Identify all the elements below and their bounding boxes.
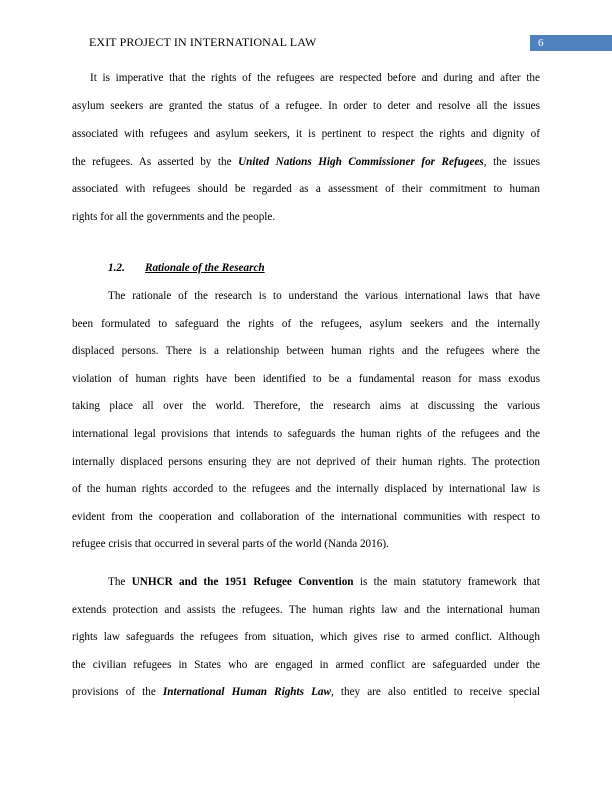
para3-text: , they are also entitled to receive special xyxy=(330,686,540,698)
para3-line: rights law safeguards the refugees from situation, which gives rise to armed conflict. Although xyxy=(72,631,540,643)
para2-line: been formulated to safeguard the rights of the refugees, asylum seekers and the internally xyxy=(72,318,540,330)
para3-line: extends protection and assists the refugees. The human rights law and the international human xyxy=(72,604,540,616)
para2-line: displaced persons. There is a relationship between human rights and the refugees where the xyxy=(72,345,540,357)
para2-line: evident from the cooperation and collaboration of the international communities with respect to xyxy=(72,511,540,523)
para2-line: internally displaced persons ensuring they are not deprived of their human rights. The protection xyxy=(72,456,540,468)
page-number-badge: 6 xyxy=(530,35,612,51)
para3-line: the civilian refugees in States who are engaged in armed conflict are safeguarded under the xyxy=(72,659,540,671)
para1-line xyxy=(72,156,540,168)
para1-text: , the issues xyxy=(483,156,540,168)
para3-line xyxy=(108,576,540,588)
para2-line: refugee crisis that occurred in several parts of the world (Nanda 2016). xyxy=(72,538,389,550)
unhcr-convention-bold: UNHCR and the 1951 Refugee Convention xyxy=(131,576,354,588)
para3-text: is the main statutory framework that xyxy=(353,576,540,588)
section-heading xyxy=(108,262,265,274)
para2-line: violation of human rights have been identified to be a fundamental reason for mass exodus xyxy=(72,373,540,385)
unhcr-emphasis: United Nations High Commissioner for Refugees xyxy=(238,156,484,168)
para1-line: associated with refugees and asylum seekers, it is pertinent to respect the rights and dignity of xyxy=(72,128,540,140)
para3-line xyxy=(72,686,540,698)
para2-line: international legal provisions that intends to safeguards the human rights of the refugees and the xyxy=(72,428,540,440)
para3-text: provisions of the xyxy=(72,686,163,698)
para2-line: of the human rights accorded to the refugees and the internally displaced by international law is xyxy=(72,483,540,495)
para2-line: The rationale of the research is to understand the various international laws that have xyxy=(108,290,540,302)
section-number: 1.2. xyxy=(108,262,125,274)
para1-line: asylum seekers are granted the status of a refugee. In order to deter and resolve all the issues xyxy=(72,100,540,112)
para2-line: taking place all over the world. Therefore, the research aims at discussing the various xyxy=(72,400,540,412)
para1-line: associated with refugees should be regarded as a assessment of their commitment to human xyxy=(72,183,540,195)
para3-text: The xyxy=(108,576,132,588)
para1-line: It is imperative that the rights of the refugees are respected before and during and after the xyxy=(90,72,540,84)
running-header-title: EXIT PROJECT IN INTERNATIONAL LAW xyxy=(89,35,317,49)
para1-text: the refugees. As asserted by the xyxy=(72,156,239,168)
para1-line: rights for all the governments and the people. xyxy=(72,211,276,223)
ihrl-emphasis: International Human Rights Law xyxy=(162,686,331,698)
section-title: Rationale of the Research xyxy=(145,262,265,274)
